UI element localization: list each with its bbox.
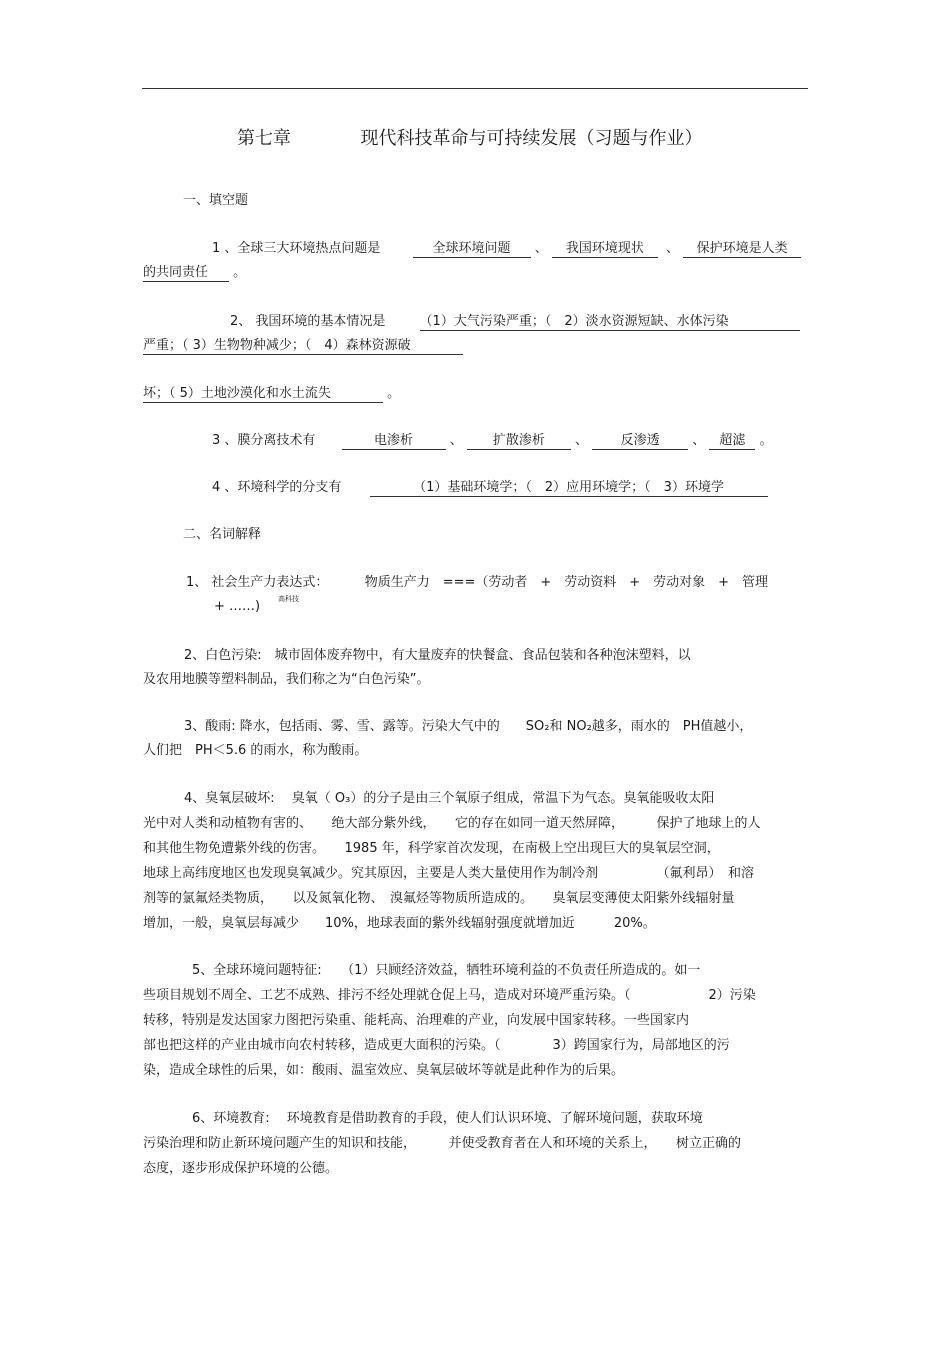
question-4: 4 、环境科学的分支有 （1）基础环境学；（ 2）应用环境学；（ 3）环境学 — [212, 479, 768, 497]
superscript-note: 高科技 — [278, 595, 299, 603]
term-1-cont: + ……) — [214, 599, 261, 614]
term-4-line: 和其他生物免遭紫外线的伤害。 1985 年，科学家首次发现，在南极上空出现巨大的臭氧层空洞， — [143, 841, 720, 856]
chapter-number: 第七章 — [237, 128, 291, 149]
term-4-line: 光中对人类和动植物有害的、 绝大部分紫外线， 它的存在如同一道天然屏障， 保护了地球上的人 — [143, 816, 761, 831]
section-heading-terms: 二、名词解释 — [183, 527, 262, 542]
term-2-line: 及农用地膜等塑料制品，我们称之为“白色污染”。 — [143, 672, 430, 687]
answer-blank: 扩散渗析 — [467, 432, 571, 450]
answer-blank: （1）基础环境学；（ 2）应用环境学；（ 3）环境学 — [370, 479, 768, 497]
term-5-line: 些项目规划不周全、工艺不成熟、排污不经处理就仓促上马，造成对环境严重污染。（ 2）污染 — [143, 988, 756, 1003]
term-2-line: 2、白色污染: 城市固体废弃物中，有大量废弃的快餐盒、食品包装和各种泡沫塑料，以 — [184, 648, 691, 663]
term-5-line: 染，造成全球性的后果，如：酸雨、温室效应、臭氧层破坏等就是此种作为的后果。 — [143, 1063, 625, 1078]
chapter-title: 现代科技革命与可持续发展（习题与作业） — [360, 128, 703, 149]
question-2-cont2: 坏；（ 5）土地沙漠化和水土流失 。 — [143, 386, 401, 401]
answer-blank: 保护环境是人类 — [683, 240, 801, 258]
question-1-cont: 的共同责任 。 — [143, 265, 247, 280]
term-4-line: 增加，一般，臭氧层每减少 10%，地球表面的紫外线辐射强度就增加近 20%。 — [143, 916, 656, 931]
top-rule — [142, 88, 808, 89]
answer-blank: 的共同责任 — [143, 264, 229, 282]
term-4-line: 4、臭氧层破坏: 臭氧（ O₃）的分子是由三个氧原子组成，常温下为气态。臭氧能吸收太阳 — [184, 791, 715, 806]
term-4-line: 剂等的氯氟烃类物质， 以及氮氧化物、 溴氟烃等物质所造成的。 臭氧层变薄使太阳紫外线辐射量 — [143, 891, 735, 906]
question-3: 3 、膜分离技术有 电渗析 、 扩散渗析 、 反渗透 、 超滤 。 — [212, 433, 773, 448]
term-6-line: 态度，逐步形成保护环境的公德。 — [143, 1161, 339, 1176]
section-heading-fill-blank: 一、填空题 — [183, 193, 249, 208]
term-5-line: 转移，特别是发达国家力图把污染重、能耗高、治理难的产业，向发展中国家转移。一些国家内 — [143, 1013, 690, 1028]
term-3-line: 3、酸雨: 降水，包括雨、雾、雪、露等。污染大气中的 SO₂和 NO₂越多，雨水的 PH值越小， — [184, 719, 753, 734]
term-1: 1、 社会生产力表达式： 物质生产力 ===（劳动者 + 劳动资料 + 劳动对象 + 管理 — [186, 575, 769, 590]
question-2-cont — [143, 337, 463, 355]
answer-blank: 坏；（ 5）土地沙漠化和水土流失 — [143, 385, 383, 403]
answer-blank: （1）大气污染严重；（ 2）淡水资源短缺、水体污染 — [420, 313, 800, 331]
term-5-line: 部也把这样的产业由城市向农村转移，造成更大面积的污染。（ 3）跨国家行为，局部地区的污 — [143, 1038, 730, 1053]
answer-blank: 反渗透 — [592, 432, 688, 450]
term-4-line: 地球上高纬度地区也发现臭氧减少。究其原因，主要是人类大量使用作为制冷剂 （氟利昂） 和溶 — [143, 866, 755, 881]
term-3-line: 人们把 PH＜5.6 的雨水，称为酸雨。 — [143, 743, 368, 758]
question-2: 2、 我国环境的基本情况是 （1）大气污染严重；（ 2）淡水资源短缺、水体污染 — [230, 313, 800, 331]
answer-blank: 电渗析 — [342, 432, 446, 450]
answer-blank: 全球环境问题 — [413, 240, 531, 258]
term-6-line: 6、环境教育: 环境教育是借助教育的手段，使人们认识环境、了解环境问题，获取环境 — [192, 1111, 703, 1126]
question-1: 1 、全球三大环境热点问题是 全球环境问题 、 我国环境现状 、 保护环境是人类 — [212, 240, 801, 258]
answer-blank: 严重；（ 3）生物物种减少；（ 4）森林资源破 — [143, 337, 463, 355]
term-5-line: 5、全球环境问题特征: （1）只顾经济效益，牺牲环境利益的不负责任所造成的。如一 — [192, 963, 701, 978]
page-title — [237, 130, 702, 148]
answer-blank: 超滤 — [709, 432, 755, 450]
term-6-line: 污染治理和防止新环境问题产生的知识和技能， 并使受教育者在人和环境的关系上， 树立正确的 — [143, 1136, 742, 1151]
answer-blank: 我国环境现状 — [552, 240, 658, 258]
